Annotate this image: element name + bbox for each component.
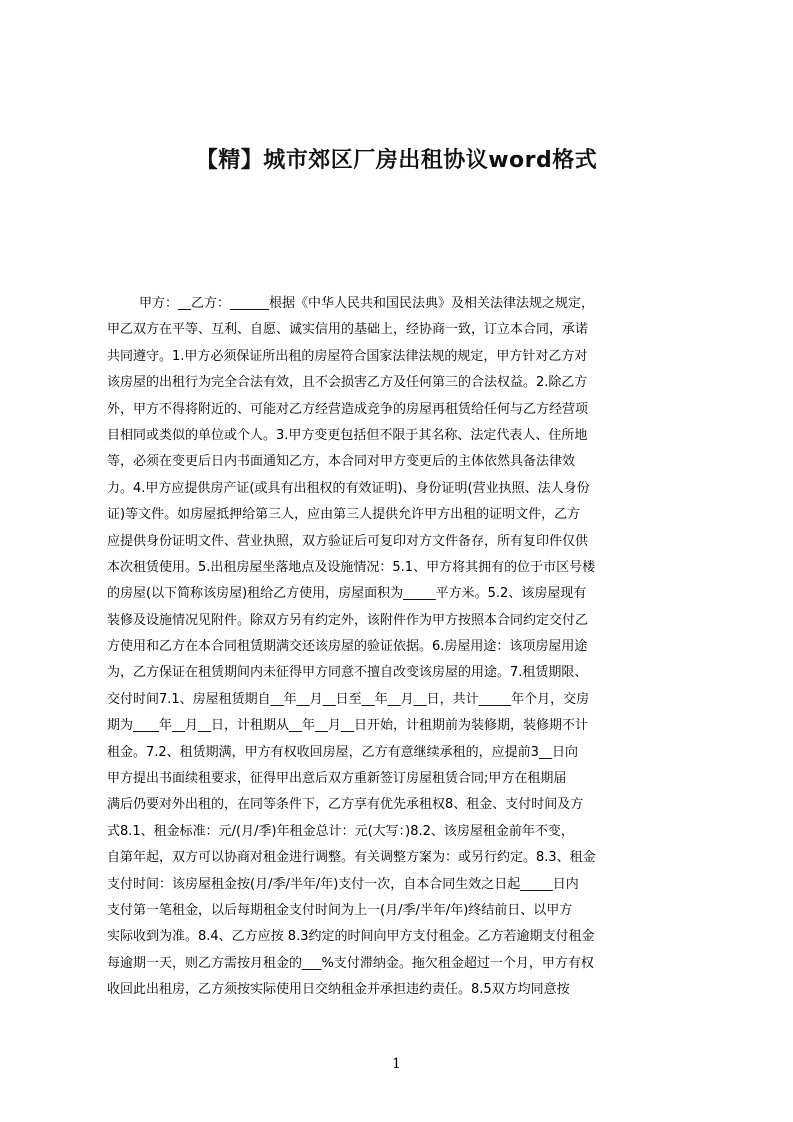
body-line: 证)等文件。如房屋抵押给第三人，应由第三人提供允许甲方出租的证明文件，乙方 [107, 507, 581, 523]
body-line: 支付第一笔租金，以后每期租金支付时间为上一(月/季/半年/年)终结前日、以甲方 [107, 902, 573, 918]
body-line: 外，甲方不得将附近的、可能对乙方经营造成竞争的房屋再租赁给任何与乙方经营项 [107, 401, 589, 417]
body-line: 该房屋的出租行为完全合法有效，且不会损害乙方及任何第三的合法权益。2.除乙方 [107, 375, 588, 391]
body-line: 实际收到为准。8.4、乙方应按 8.3约定的时间向甲方支付租金。乙方若逾期支付租金 [107, 929, 595, 945]
body-line: 力。4.甲方应提供房产证(或具有出租权的有效证明)、身份证明(营业执照、法人身份 [107, 480, 590, 496]
page-number: 1 [392, 1056, 401, 1072]
body-line: 甲方：__乙方：______根据《中华人民共和国民法典》及相关法律法规之规定， [139, 296, 595, 311]
body-line: 共同遵守。1.甲方必须保证所出租的房屋符合国家法律法规的规定，甲方针对乙方对 [107, 348, 588, 364]
body-line: 收回此出租房，乙方须按实际使用日交纳租金并承担违约责任。8.5双方均同意按 [107, 982, 570, 998]
body-line: 交付时间7.1、房屋租赁期自__年__月__日至__年__月__日，共计_____年个月，交房 [107, 691, 590, 707]
body-line: 本次租赁使用。5.出租房屋坐落地点及设施情况：5.1、甲方将其拥有的位于市区号楼 [107, 559, 596, 575]
body-line: 方使用和乙方在本合同租赁期满交还该房屋的验证依据。6.房屋用途：该项房屋用途 [107, 639, 588, 655]
body-line: 每逾期一天，则乙方需按月租金的___%支付滞纳金。拖欠租金超过一个月，甲方有权 [107, 955, 594, 971]
body-line: 装修及设施情况见附件。除双方另有约定外，该附件作为甲方按照本合同约定交付乙 [107, 612, 589, 628]
body-line: 期为____年__月__日，计租期从__年__月__日开始，计租期前为装修期，装修期不计 [107, 718, 589, 734]
body-line: 为，乙方保证在租赁期间内未征得甲方同意不擅自改变该房屋的用途。7.租赁期限、 [107, 665, 588, 681]
body-line: 的房屋(以下简称该房屋)租给乙方使用，房屋面积为_____平方米。5.2、该房屋现有 [107, 586, 587, 602]
document-title: 【精】城市郊区厂房出租协议word格式 [195, 148, 598, 173]
body-line: 甲乙双方在平等、互利、自愿、诚实信用的基础上，经协商一致，订立本合同，承诺 [107, 322, 589, 338]
body-line: 满后仍要对外出租的，在同等条件下，乙方享有优先承租权8、租金、支付时间及方 [107, 797, 584, 813]
body-line: 支付时间：该房屋租金按(月/季/半年/年)支付一次，自本合同生效之日起_____日内 [107, 876, 579, 892]
body-line: 式8.1、租金标准：元/(月/季)年租金总计：元(大写：)8.2、该房屋租金前年不变， [107, 823, 574, 839]
body-line: 租金。7.2、租赁期满，甲方有权收回房屋，乙方有意继续承租的，应提前3__日向 [107, 744, 578, 760]
body-line: 应提供身份证明文件、营业执照，双方验证后可复印对方文件备存，所有复印件仅供 [107, 533, 589, 549]
body-line: 自第年起，双方可以协商对租金进行调整。有关调整方案为：或另行约定。8.3、租金 [107, 850, 596, 866]
body-line: 甲方提出书面续租要求，征得甲出意后双方重新签订房屋租赁合同;甲方在租期届 [107, 771, 567, 787]
body-line: 目相同或类似的单位或个人。3.甲方变更包括但不限于其名称、法定代表人、住所地 [107, 427, 588, 443]
body-line: 等，必须在变更后日内书面通知乙方，本合同对甲方变更后的主体依然具备法律效 [107, 454, 576, 470]
document-body [107, 291, 697, 1013]
